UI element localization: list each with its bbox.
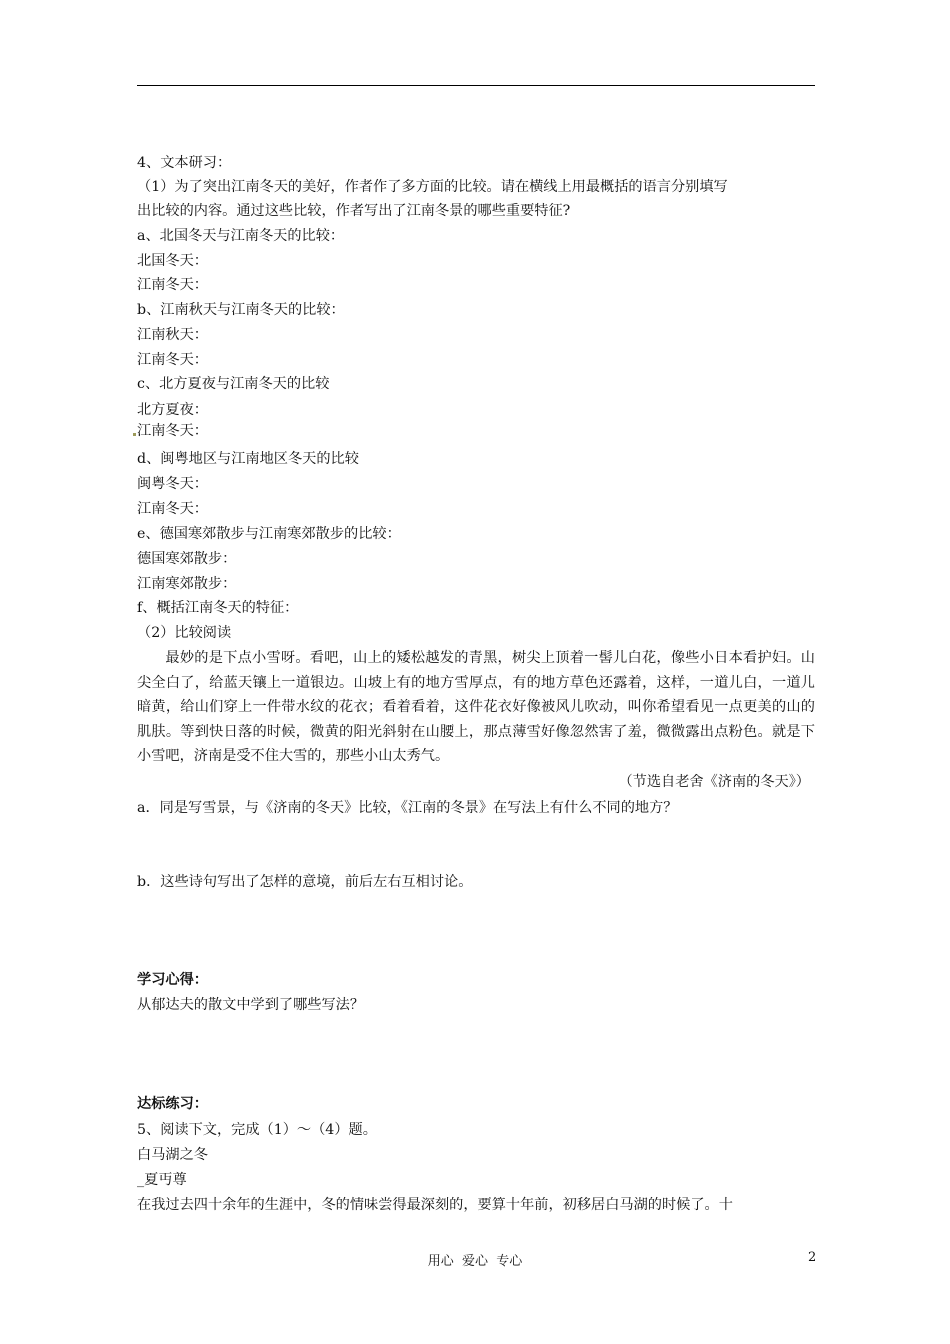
item-d-title: d、闽粤地区与江南地区冬天的比较 (137, 451, 359, 467)
item-e-title: e、德国寒郊散步与江南寒郊散步的比较： (137, 526, 401, 542)
item-a-blank-1: 北国冬天： (137, 253, 208, 269)
study-heading: 学习心得： (137, 972, 208, 988)
question-2-heading: （2）比较阅读 (137, 625, 232, 641)
practice-heading: 达标练习： (137, 1096, 208, 1112)
item-e-blank-2: 江南寒郊散步： (137, 576, 237, 592)
item-a-blank-2: 江南冬天： (137, 277, 208, 293)
item-b-blank-1: 江南秋天： (137, 327, 208, 343)
header-rule (137, 85, 815, 86)
footer-motto: 用心 爱心 专心 (427, 1254, 523, 1269)
reading-passage: 最妙的是下点小雪呀。看吧，山上的矮松越发的青黑，树尖上顶着一髻儿白花，像些小日本看护妇。山尖全白了，给蓝天镶上一道银边。山坡上有的地方雪厚点，有的地方草色还露着，这样，一道儿白，一道儿暗黄，给山们穿上一件带水纹的花衣；看着看着，这件花衣好像被风儿吹动，叫你希望看见一点更美的山的肌肤。等到快日落的时候，微黄的阳光斜射在山腰上，那点薄雪好像忽然害了羞，微微露出点粉色。就是下小雪吧，济南是受不住大雪的，那些小山太秀气。 (137, 650, 815, 765)
item-c-blank-1: 北方夏夜： (137, 402, 208, 418)
item-a-title: a、北国冬天与江南冬天的比较： (137, 228, 345, 244)
practice-question-5: 5、阅读下文，完成（1）～（4）题。 (137, 1122, 377, 1138)
article-title: 白马湖之冬 (137, 1147, 208, 1163)
item-b-blank-2: 江南冬天： (137, 352, 208, 368)
passage-source: （节选自老舍《济南的冬天》） (618, 774, 810, 790)
page-number: 2 (808, 1250, 817, 1265)
section-heading: 4、文本研习： (137, 155, 232, 171)
item-c-title: c、北方夏夜与江南冬天的比较 (137, 376, 330, 392)
question-a: a．同是写雪景，与《济南的冬天》比较，《江南的冬景》在写法上有什么不同的地方？ (137, 800, 678, 816)
article-first-line: 在我过去四十余年的生涯中，冬的情味尝得最深刻的，要算十年前，初移居白马湖的时候了。十 (137, 1197, 733, 1213)
question-1-line-2: 出比较的内容。通过这些比较，作者写出了江南冬景的哪些重要特征? (137, 203, 571, 219)
question-b: b．这些诗句写出了怎样的意境，前后左右互相讨论。 (137, 874, 473, 890)
item-d-blank-2: 江南冬天： (137, 501, 208, 517)
study-question: 从郁达夫的散文中学到了哪些写法？ (137, 997, 365, 1013)
item-b-title: b、江南秋天与江南冬天的比较： (137, 302, 345, 318)
item-d-blank-1: 闽粤冬天： (137, 476, 208, 492)
article-author: _夏丏尊 (137, 1172, 187, 1188)
item-f-title: f、概括江南冬天的特征： (137, 600, 299, 616)
question-1-line-1: （1）为了突出江南冬天的美好，作者作了多方面的比较。请在横线上用最概括的语言分别填写 (137, 179, 728, 195)
item-e-blank-1: 德国寒郊散步： (137, 551, 237, 567)
stray-mark (133, 433, 136, 436)
item-c-blank-2: 江南冬天： (137, 423, 208, 439)
